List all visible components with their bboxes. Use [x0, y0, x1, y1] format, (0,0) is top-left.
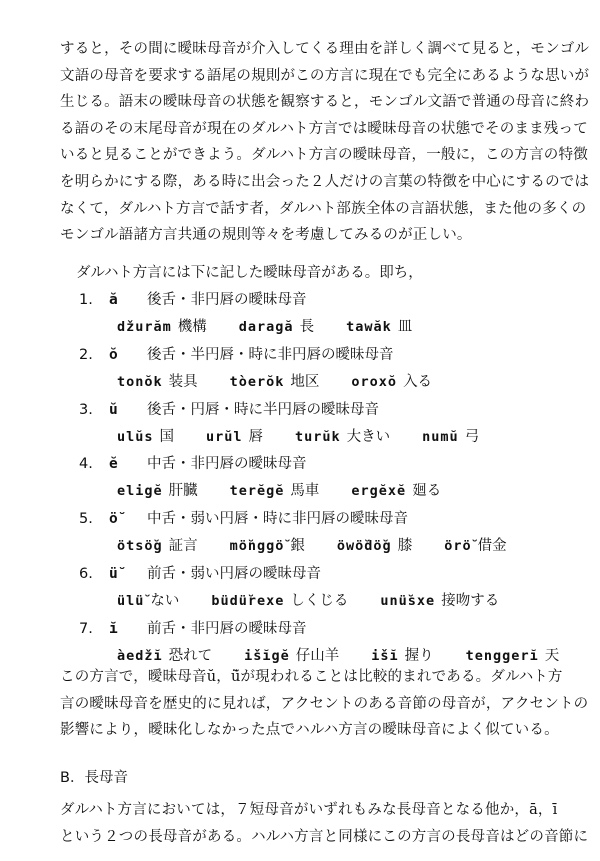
vowel-number: 5. — [79, 511, 93, 527]
example-word: ulŭs — [117, 429, 154, 445]
vowel-symbol: ĭ — [109, 621, 118, 637]
example-word: örö̆ — [444, 538, 472, 554]
vowel-header — [79, 397, 598, 423]
vowel-description: 後舌・非円唇の曖昧母音 — [147, 292, 307, 308]
vowel-header — [79, 616, 598, 642]
example-gloss: 装具 — [168, 374, 198, 390]
example — [351, 368, 432, 396]
vowel-description: 後舌・半円唇・時に非円唇の曖昧母音 — [147, 347, 394, 363]
example-word: išĭ — [371, 648, 399, 664]
paragraph-2: この方言で，曖昧母音ŭ，ü̆が現われることは比較的まれである。ダルハト方 言の曖昧母音を歴史的に見れば，アクセントのある音節の母音が，アクセントの 影響により，曖昧化しなかった点でハルハ方言の曖昧母音によく似ている。 — [60, 669, 589, 739]
example-word: numŭ — [422, 429, 459, 445]
vowel-list-intro: ダルハト方言には下に記した曖昧母音がある。即ち， — [76, 265, 423, 281]
vowel-item — [79, 561, 598, 615]
vowel-symbol: ü̆ — [109, 566, 118, 582]
example-word: tonŏk — [117, 374, 163, 390]
vowel-header — [79, 561, 598, 587]
example-word: mö̆nggö̆ — [229, 538, 285, 554]
example-gloss: 恐れて — [168, 648, 213, 664]
vowel-number: 2. — [79, 347, 93, 363]
example-word: eligĕ — [117, 483, 163, 499]
vowel-number: 6. — [79, 566, 93, 582]
vowel-item — [79, 287, 598, 341]
example — [117, 477, 198, 505]
vowel-item — [79, 397, 598, 451]
example — [117, 423, 174, 451]
example — [117, 368, 198, 396]
example-gloss: 証言 — [168, 538, 198, 554]
example-word: oroxŏ — [351, 374, 398, 390]
example — [230, 477, 320, 505]
example — [211, 587, 348, 615]
example-word: öwö̆dö̆g — [336, 538, 392, 554]
example-gloss: 天 — [544, 648, 560, 664]
example-word: ötsö̆g — [117, 538, 163, 554]
vowel-examples — [79, 313, 598, 341]
example — [337, 532, 412, 560]
example-word: ergĕxĕ — [351, 483, 407, 499]
example-gloss: 握り — [404, 648, 434, 664]
vowel-description: 中舌・弱い円唇・時に非円唇の曖昧母音 — [147, 511, 408, 527]
example — [230, 368, 320, 396]
vowel-symbol: ŏ — [109, 347, 118, 363]
example-gloss: 銀 — [290, 538, 305, 554]
vowel-symbol: ŭ — [109, 402, 118, 418]
example — [117, 587, 179, 615]
example-gloss: 国 — [159, 429, 175, 445]
paragraph-3: ダルハト方言においては，７短母音がいずれもみな長母音となる他か，ā，ī という２つの長母音がある。ハルハ方言と同様にこの方言の長母音はどの音節に — [60, 802, 589, 845]
example-gloss: しくじる — [290, 593, 349, 609]
example-word: urŭl — [206, 429, 243, 445]
vowel-description: 後舌・円唇・時に半円唇の曖昧母音 — [147, 402, 379, 418]
section-b-heading: B．長母音 — [60, 770, 128, 786]
vowel-description: 前舌・非円唇の曖昧母音 — [147, 621, 307, 637]
vowel-header — [79, 451, 598, 477]
vowel-examples — [79, 477, 598, 505]
vowel-item — [79, 451, 598, 505]
example-gloss: 皿 — [397, 319, 413, 335]
example-gloss: 肝臓 — [168, 483, 198, 499]
vowel-header — [79, 342, 598, 368]
example — [295, 423, 390, 451]
example — [117, 313, 207, 341]
vowel-symbol: ĕ — [109, 456, 118, 472]
example — [230, 532, 305, 560]
example — [346, 313, 412, 341]
vowel-item — [79, 342, 598, 396]
vowel-item — [79, 506, 598, 560]
vowel-number: 3. — [79, 402, 93, 418]
example-gloss: ない — [150, 593, 180, 609]
example-word: terĕgĕ — [229, 483, 285, 499]
example-word: tenggerĭ — [465, 648, 539, 664]
example-word: büdü̆rexe — [211, 593, 285, 609]
example — [444, 532, 506, 560]
example — [380, 587, 499, 615]
example-word: tòerŏk — [229, 374, 285, 390]
vowel-description: 中舌・非円唇の曖昧母音 — [147, 456, 307, 472]
vowel-number: 7. — [79, 621, 93, 637]
vowel-symbol: ă — [109, 292, 118, 308]
vowel-item — [79, 616, 598, 670]
example-word: išĭgĕ — [244, 648, 290, 664]
vowel-symbol: ö̆ — [109, 511, 118, 527]
example — [117, 532, 198, 560]
vowel-examples — [79, 532, 598, 560]
example-gloss: 地区 — [290, 374, 320, 390]
example-word: àedžĭ — [117, 648, 163, 664]
example-gloss: 弓 — [464, 429, 480, 445]
example-gloss: 膝 — [397, 538, 413, 554]
example-gloss: 機構 — [177, 319, 207, 335]
example-word: ülü̆ — [117, 593, 145, 609]
example — [422, 423, 479, 451]
example-gloss: 借金 — [477, 538, 507, 554]
example-gloss: 長 — [299, 319, 315, 335]
example-word: džurăm — [117, 319, 172, 335]
example-gloss: 仔山羊 — [295, 648, 340, 664]
example-gloss: 廻る — [412, 483, 442, 499]
example-word: turŭk — [295, 429, 341, 445]
paragraph-1: すると，その間に曖昧母音が介入してくる理由を詳しく調べて見ると，モンゴル 文語の母音を要求する語尾の規則がこの方言に現在でも完全にあるような思いが 生じる。語末の曖昧母音の状態を観察すると，モンゴル文語で普通の母音に終わ る語のその末尾母音が現在のダルハト方言では曖昧母音の状態でそのまま残って いると見ることができよう。ダルハト方言の曖昧母音，一般に，この方言の特徴 を明らかにする際，ある時に出会った２人だけの言葉の特徴を中心にするのでは なくて，ダルハト方言で話す者，ダルハト部族全体の言語状態，また他の多くの モンゴル語諸方言共通の規則等々を考慮してみるのが正しい。 — [60, 41, 590, 244]
vowel-number: 1. — [79, 292, 93, 308]
example-gloss: 馬車 — [290, 483, 320, 499]
vowel-examples — [79, 368, 598, 396]
example — [351, 477, 441, 505]
example — [206, 423, 263, 451]
example-word: daragă — [238, 319, 294, 335]
example-gloss: 入る — [403, 374, 433, 390]
vowel-examples — [79, 587, 598, 615]
example-gloss: 大きい — [346, 429, 391, 445]
example-gloss: 接吻する — [441, 593, 500, 609]
vowel-header — [79, 287, 598, 313]
example-word: tawăk — [346, 319, 392, 335]
vowel-description: 前舌・弱い円唇の曖昧母音 — [147, 566, 321, 582]
vowel-header — [79, 506, 598, 532]
vowel-examples — [79, 423, 598, 451]
example-word: unü̆sxe — [380, 593, 436, 609]
vowel-number: 4. — [79, 456, 93, 472]
example — [239, 313, 314, 341]
example-gloss: 唇 — [248, 429, 264, 445]
